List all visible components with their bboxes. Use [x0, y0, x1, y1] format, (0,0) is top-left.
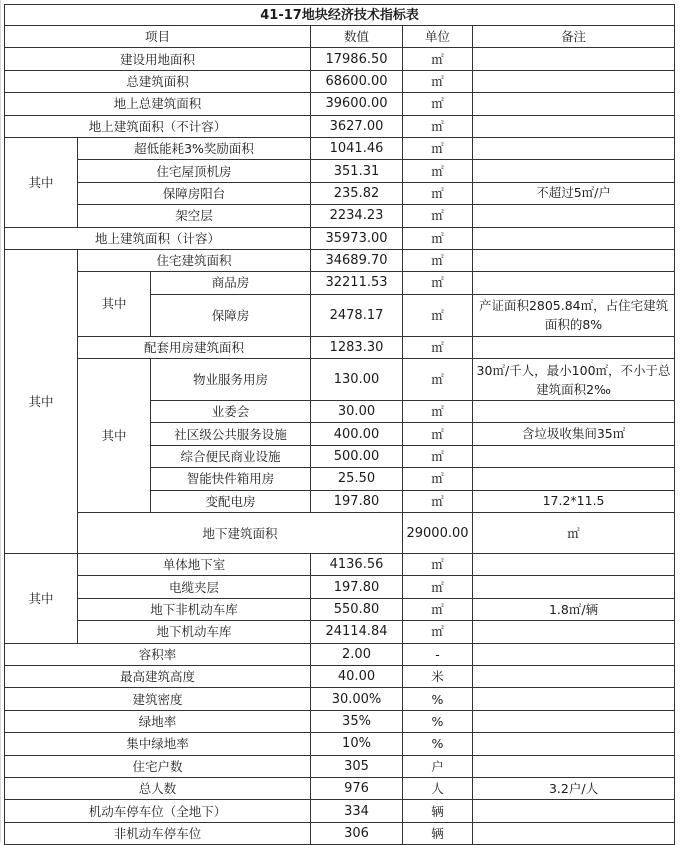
- row-label: 单体地下室: [78, 554, 311, 576]
- row-label: 保障房阳台: [78, 182, 311, 204]
- subgroup-label: 其中: [78, 272, 151, 336]
- row-label: 智能快件箱用房: [151, 468, 311, 490]
- row-value: 400.00: [311, 423, 403, 445]
- table-row: [5, 777, 675, 799]
- row-label: 非机动车停车位: [5, 822, 311, 844]
- row-note: [473, 554, 675, 576]
- row-label: 超低能耗3%奖励面积: [78, 137, 311, 159]
- row-label: 集中绿地率: [5, 733, 311, 755]
- row-label: 住宅户数: [5, 755, 311, 777]
- row-label: 机动车停车位（全地下）: [5, 800, 311, 822]
- group-label: 其中: [5, 249, 78, 553]
- table-row: [5, 272, 675, 294]
- row-note: [473, 336, 675, 358]
- row-unit: %: [403, 688, 473, 710]
- row-note: [473, 800, 675, 822]
- row-note: [473, 710, 675, 732]
- row-note: 含垃圾收集间35㎡: [473, 423, 675, 445]
- row-value: 30.00: [311, 401, 403, 423]
- row-unit: %: [403, 733, 473, 755]
- row-value: 35973.00: [311, 227, 403, 249]
- row-note: 1.8㎡/辆: [473, 598, 675, 620]
- row-value: 35%: [311, 710, 403, 732]
- row-note: 不超过5㎡/户: [473, 182, 675, 204]
- header-item: 项目: [5, 26, 311, 48]
- row-value: 306: [311, 822, 403, 844]
- row-unit: ㎡: [403, 423, 473, 445]
- row-value: 24114.84: [311, 621, 403, 643]
- row-note: 30㎡/千人，最小100㎡，不小于总建筑面积2‰: [473, 359, 675, 401]
- table-row: [5, 115, 675, 137]
- subgroup-label: 其中: [78, 359, 151, 513]
- row-label: 保障房: [151, 294, 311, 336]
- row-value: 25.50: [311, 468, 403, 490]
- row-label: 地下机动车库: [78, 621, 311, 643]
- row-label: 建筑密度: [5, 688, 311, 710]
- row-label: 总建筑面积: [5, 70, 311, 92]
- table-row: [5, 513, 675, 554]
- row-label: 住宅屋顶机房: [78, 160, 311, 182]
- row-unit: ㎡: [403, 160, 473, 182]
- row-label: 变配电房: [151, 490, 311, 512]
- row-label: 配套用房建筑面积: [78, 336, 311, 358]
- table-row: [5, 598, 675, 620]
- row-value: 39600.00: [311, 93, 403, 115]
- row-unit: ㎡: [403, 490, 473, 512]
- row-value: 550.80: [311, 598, 403, 620]
- row-value: 17986.50: [311, 48, 403, 70]
- table-row: [5, 800, 675, 822]
- row-unit: 米: [403, 665, 473, 687]
- row-unit: ㎡: [403, 48, 473, 70]
- row-note: [473, 688, 675, 710]
- row-unit: -: [403, 643, 473, 665]
- table-row: [5, 227, 675, 249]
- row-note: [473, 70, 675, 92]
- row-value: 68600.00: [311, 70, 403, 92]
- table-row: [5, 137, 675, 159]
- row-note: [473, 445, 675, 467]
- table-row: [5, 70, 675, 92]
- group-label: 其中: [5, 554, 78, 644]
- header-note: 备注: [473, 26, 675, 48]
- row-label: 物业服务用房: [151, 359, 311, 401]
- header-value: 数值: [311, 26, 403, 48]
- row-note: [473, 160, 675, 182]
- table-row: [5, 359, 675, 401]
- row-note: [473, 621, 675, 643]
- row-label: 地下建筑面积: [78, 513, 403, 554]
- row-label: 地上建筑面积（不计容）: [5, 115, 311, 137]
- header-unit: 单位: [403, 26, 473, 48]
- table-row: [5, 665, 675, 687]
- row-label: 社区级公共服务设施: [151, 423, 311, 445]
- row-note: [473, 401, 675, 423]
- row-unit: ㎡: [403, 359, 473, 401]
- row-unit: 户: [403, 755, 473, 777]
- table-row: [5, 93, 675, 115]
- economic-indicator-table: [4, 4, 675, 845]
- row-label: 地上建筑面积（计容）: [5, 227, 311, 249]
- row-note: [473, 272, 675, 294]
- row-value: 2234.23: [311, 205, 403, 227]
- row-unit: ㎡: [403, 401, 473, 423]
- row-unit: 辆: [403, 800, 473, 822]
- row-value: 130.00: [311, 359, 403, 401]
- row-unit: ㎡: [473, 513, 675, 554]
- row-label: 业委会: [151, 401, 311, 423]
- row-unit: ㎡: [403, 182, 473, 204]
- table-row: [5, 710, 675, 732]
- row-note: [473, 665, 675, 687]
- row-value: 34689.70: [311, 249, 403, 271]
- row-label: 绿地率: [5, 710, 311, 732]
- row-note: [473, 93, 675, 115]
- header-row: [5, 26, 675, 48]
- row-value: 305: [311, 755, 403, 777]
- row-value: 235.82: [311, 182, 403, 204]
- row-note: 17.2*11.5: [473, 490, 675, 512]
- row-unit: ㎡: [403, 227, 473, 249]
- row-value: 30.00%: [311, 688, 403, 710]
- table-row: [5, 205, 675, 227]
- table-row: [5, 643, 675, 665]
- row-note: 3.2户/人: [473, 777, 675, 799]
- row-unit: ㎡: [403, 336, 473, 358]
- row-note: [473, 137, 675, 159]
- row-label: 综合便民商业设施: [151, 445, 311, 467]
- row-unit: ㎡: [403, 115, 473, 137]
- row-unit: ㎡: [403, 468, 473, 490]
- row-label: 商品房: [151, 272, 311, 294]
- table-row: [5, 48, 675, 70]
- row-note: [473, 48, 675, 70]
- row-note: [473, 576, 675, 598]
- row-label: 住宅建筑面积: [78, 249, 311, 271]
- row-label: 容积率: [5, 643, 311, 665]
- row-label: 电缆夹层: [78, 576, 311, 598]
- row-unit: ㎡: [403, 249, 473, 271]
- row-note: [473, 468, 675, 490]
- table-title: 41-17地块经济技术指标表: [5, 5, 675, 26]
- row-unit: ㎡: [403, 445, 473, 467]
- table-row: [5, 755, 675, 777]
- table-row: [5, 621, 675, 643]
- table-row: [5, 576, 675, 598]
- row-value: 40.00: [311, 665, 403, 687]
- row-value: 2.00: [311, 643, 403, 665]
- row-value: 3627.00: [311, 115, 403, 137]
- row-label: 最高建筑高度: [5, 665, 311, 687]
- row-unit: ㎡: [403, 93, 473, 115]
- row-label: 地下非机动车库: [78, 598, 311, 620]
- row-note: [473, 733, 675, 755]
- row-note: [473, 822, 675, 844]
- row-value: 976: [311, 777, 403, 799]
- row-value: 197.80: [311, 576, 403, 598]
- row-unit: ㎡: [403, 621, 473, 643]
- spreadsheet-gridline: [0, 0, 1, 842]
- table-row: [5, 554, 675, 576]
- row-note: [473, 115, 675, 137]
- row-value: 1283.30: [311, 336, 403, 358]
- row-unit: ㎡: [403, 70, 473, 92]
- row-note: [473, 205, 675, 227]
- row-note: 产证面积2805.84㎡，占住宅建筑面积的8%: [473, 294, 675, 336]
- table-row: [5, 249, 675, 271]
- row-label: 架空层: [78, 205, 311, 227]
- row-value: 29000.00: [403, 513, 473, 554]
- row-unit: ㎡: [403, 205, 473, 227]
- row-note: [473, 249, 675, 271]
- row-unit: %: [403, 710, 473, 732]
- table-row: [5, 733, 675, 755]
- row-unit: ㎡: [403, 272, 473, 294]
- row-unit: ㎡: [403, 137, 473, 159]
- row-unit: ㎡: [403, 598, 473, 620]
- table-row: [5, 688, 675, 710]
- row-unit: 辆: [403, 822, 473, 844]
- row-unit: ㎡: [403, 554, 473, 576]
- row-value: 351.31: [311, 160, 403, 182]
- group-label: 其中: [5, 137, 78, 227]
- row-value: 4136.56: [311, 554, 403, 576]
- row-value: 10%: [311, 733, 403, 755]
- table-row: [5, 336, 675, 358]
- table-row: [5, 182, 675, 204]
- row-value: 500.00: [311, 445, 403, 467]
- row-label: 总人数: [5, 777, 311, 799]
- table-row: [5, 160, 675, 182]
- row-note: [473, 227, 675, 249]
- row-label: 建设用地面积: [5, 48, 311, 70]
- row-value: 1041.46: [311, 137, 403, 159]
- row-value: 197.80: [311, 490, 403, 512]
- title-row: [5, 5, 675, 26]
- row-unit: ㎡: [403, 294, 473, 336]
- row-value: 334: [311, 800, 403, 822]
- table-row: [5, 822, 675, 844]
- row-label: 地上总建筑面积: [5, 93, 311, 115]
- row-note: [473, 755, 675, 777]
- row-unit: 人: [403, 777, 473, 799]
- row-note: [473, 643, 675, 665]
- row-unit: ㎡: [403, 576, 473, 598]
- row-value: 2478.17: [311, 294, 403, 336]
- row-value: 32211.53: [311, 272, 403, 294]
